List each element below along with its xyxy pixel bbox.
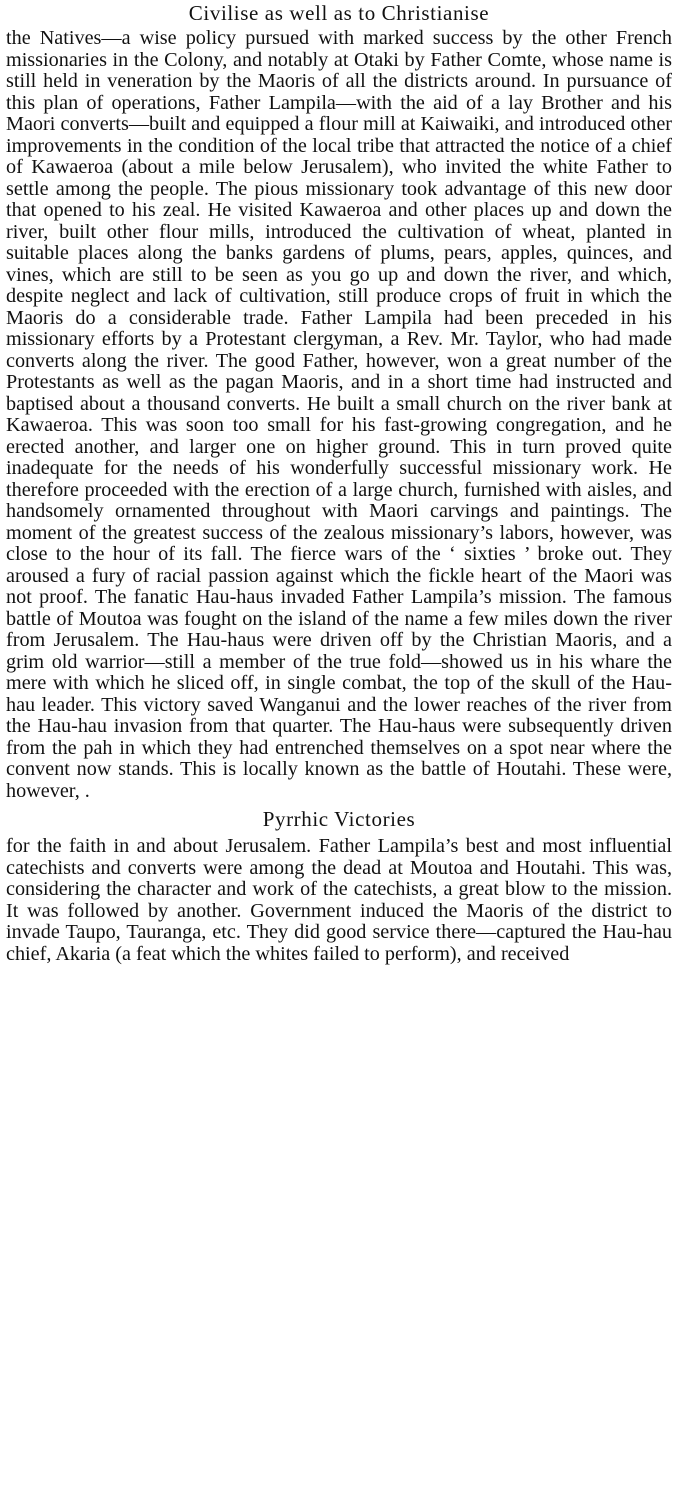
newspaper-column bbox=[0, 2, 678, 1506]
body-paragraph-2: for the faith in and about Jerusalem. Father Lampila’s best and most influential catechists and converts were among the dead at Moutoa and Houtahi. This was, considering the character and work of the catechists, a great blow to the mission. It was followed by another. Government induced the Maoris of the district to invade Taupo, Tauranga, etc. They did good service there—captured the Hau-hau chief, Akaria (a feat which the whites failed to perform), and received bbox=[6, 835, 672, 965]
section-heading-pyrrhic-victories: Pyrrhic Victories bbox=[262, 807, 416, 831]
section-heading-civilise: Civilise as well as to Christianise bbox=[188, 1, 490, 25]
body-paragraph-1: the Natives—a wise policy pursued with marked success by the other French missionaries in the Colony, and notably at Otaki by Father Comte, whose name is still held in veneration by the Maoris of all the districts around. In pursuance of this plan of operations, Father Lampila—with the aid of a lay Brother and his Maori converts—built and equipped a flour mill at Kaiwaiki, and introduced other improvements in the condition of the local tribe that attracted the notice of a chief of Kawaeroa (about a mile below Jerusalem), who invited the white Father to settle among the people. The pious missionary took advantage of this new door that opened to his zeal. He visited Kawaeroa and other places up and down the river, built other flour mills, introduced the cultivation of wheat, planted in suitable places along the banks gardens of plums, pears, apples, quinces, and vines, which are still to be seen as you go up and down the river, and which, despite neglect and lack of cultivation, still produce crops of fruit in which the Maoris do a considerable trade. Father Lampila had been preceded in his missionary efforts by a Protestant clergyman, a Rev. Mr. Taylor, who had made converts along the river. The good Father, however, won a great number of the Protestants as well as the pagan Maoris, and in a short time had instructed and baptised about a thousand converts. He built a small church on the river bank at Kawaeroa. This was soon too small for his fast-growing congregation, and he erected another, and larger one on higher ground. This in turn proved quite inadequate for the needs of his wonderfully successful missionary work. He therefore proceeded with the erection of a large church, furnished with aisles, and handsomely ornamented throughout with Maori carvings and paintings. The moment of the greatest success of the zealous missionary’s labors, however, was close to the hour of its fall. The fierce wars of the ‘ sixties ’ broke out. They aroused a fury of racial passion against which the fickle heart of the Maori was not proof. The fanatic Hau-haus invaded Father Lampila’s mission. The famous battle of Moutoa was fought on the island of the name a few miles down the river from Jerusalem. The Hau-haus were driven off by the Christian Maoris, and a grim old warrior—still a member of the true fold—showed us in his whare the mere with which he sliced off, in single combat, the top of the skull of the Hau-hau leader. This victory saved Wanganui and the lower reaches of the river from the Hau-hau invasion from that quarter. The Hau-haus were subsequently driven from the pah in which they had entrenched themselves on a spot near where the convent now stands. This is locally known as the battle of Houtahi. These were, however, . bbox=[6, 27, 672, 802]
